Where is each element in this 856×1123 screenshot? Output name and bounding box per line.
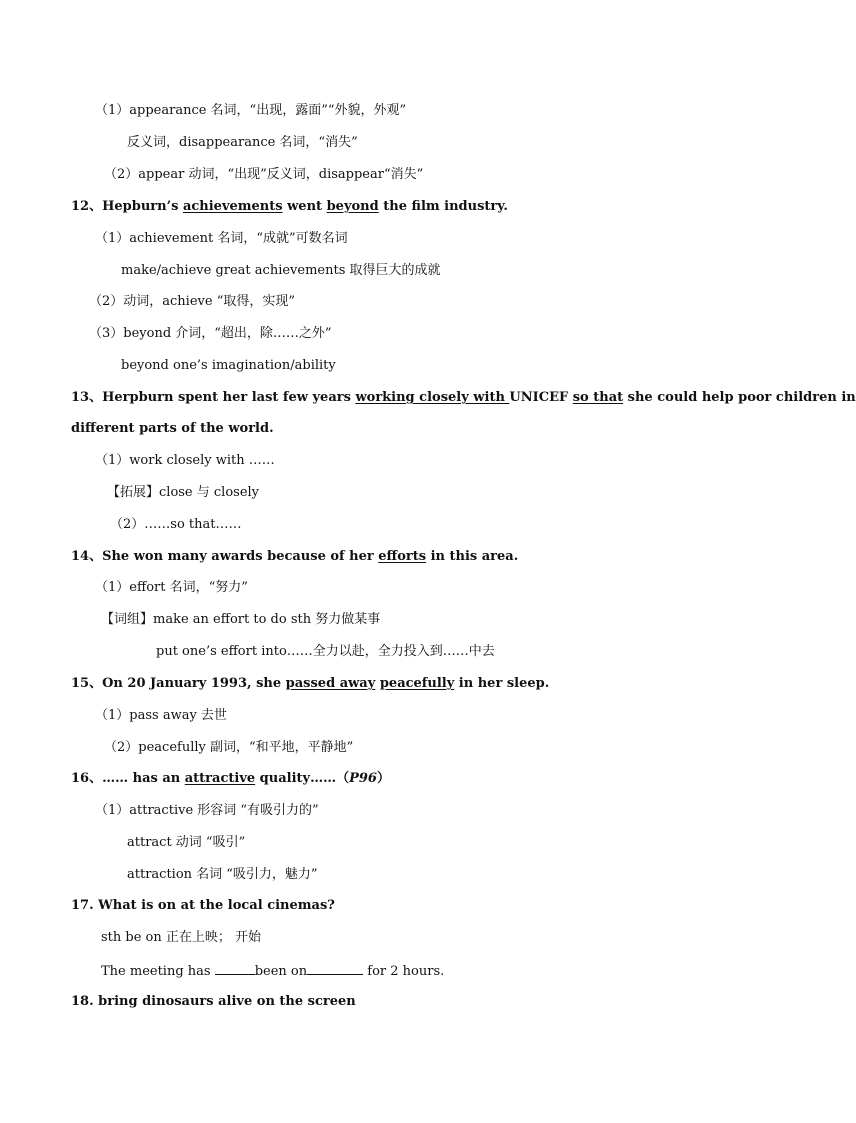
note-line: （3）beyond 介词，“超出，除……之外” [89,326,332,341]
note-line: （2）动词，achieve “取得，实现” [89,294,295,309]
heading-text: quality……（ [255,771,350,786]
underlined-term: attractive [184,771,256,786]
item-12-heading [71,199,508,215]
heading-text: Hepburn’s [102,199,183,214]
note-line: （2）……so that…… [110,517,242,532]
heading-text: she could help poor children in [623,390,856,405]
item-number: 12、 [71,199,103,214]
note-line: 反义词，disappearance 名词，“消失” [127,135,358,150]
fill-in-blank-exercise [101,962,444,980]
note-line: （1）achievement 名词，“成就”可数名词 [95,231,348,246]
exercise-text: been on [254,964,308,979]
heading-text: She won many awards because of her [102,549,379,564]
item-16-heading [71,771,390,787]
underlined-term: so that [572,390,624,405]
note-line: （2）appear 动词，“出现”反义词，disappear“消失” [104,167,424,182]
heading-text: On 20 January 1993, she [102,676,286,691]
note-line: （2）peacefully 副词，“和平地，平静地” [104,740,354,755]
note-line: 【拓展】close 与 closely [107,485,260,500]
heading-text: ） [376,771,390,786]
note-line: 【词组】make an effort to do sth 努力做某事 [101,612,381,627]
note-line: attract 动词 “吸引” [127,835,246,850]
item-17-heading: 17. What is on at the local cinemas? [71,898,335,913]
note-line: （1）work closely with …… [95,453,275,468]
note-line: （1）attractive 形容词 “有吸引力的” [95,803,319,818]
underlined-term: achievements [182,199,283,214]
item-14-heading [71,549,518,565]
heading-text: …… has an [102,771,185,786]
item-number: 13、 [71,390,103,405]
item-15-heading [71,676,549,692]
underlined-term: efforts [378,549,427,564]
heading-text: UNICEF [509,390,573,405]
exercise-text: The meeting has [101,964,215,979]
item-number: 15、 [71,676,103,691]
item-number: 14、 [71,549,103,564]
heading-text: in her sleep. [454,676,550,691]
answer-blank[interactable] [215,962,255,975]
note-line: （1）effort 名词，“努力” [95,580,248,595]
item-13-heading [71,390,856,406]
note-line: （1）appearance 名词，“出现，露面”“外貌，外观” [95,103,407,118]
exercise-text: for 2 hours. [363,964,445,979]
heading-text: in this area. [426,549,519,564]
heading-text: Herpburn spent her last few years [102,390,356,405]
heading-text: the film industry. [378,199,508,214]
note-line: put one’s effort into……全力以赴，全力投入到……中去 [156,644,495,659]
note-line: sth be on 正在上映； 开始 [101,930,262,945]
underlined-term: beyond [326,199,379,214]
item-number: 16、 [71,771,103,786]
note-line: beyond one’s imagination/ability [121,358,336,373]
underlined-term: peacefully [379,676,455,691]
note-line: （1）pass away 去世 [95,708,227,723]
heading-text: went [282,199,327,214]
note-line: attraction 名词 “吸引力，魅力” [127,867,318,882]
underlined-term: passed away [285,676,376,691]
note-line: make/achieve great achievements 取得巨大的成就 [121,263,441,278]
page-reference: P96 [349,771,377,786]
underlined-term: working closely with [355,390,510,405]
item-18-heading: 18. bring dinosaurs alive on the screen [71,994,356,1009]
answer-blank[interactable] [307,962,363,975]
item-13-heading-continued: different parts of the world. [71,421,274,436]
